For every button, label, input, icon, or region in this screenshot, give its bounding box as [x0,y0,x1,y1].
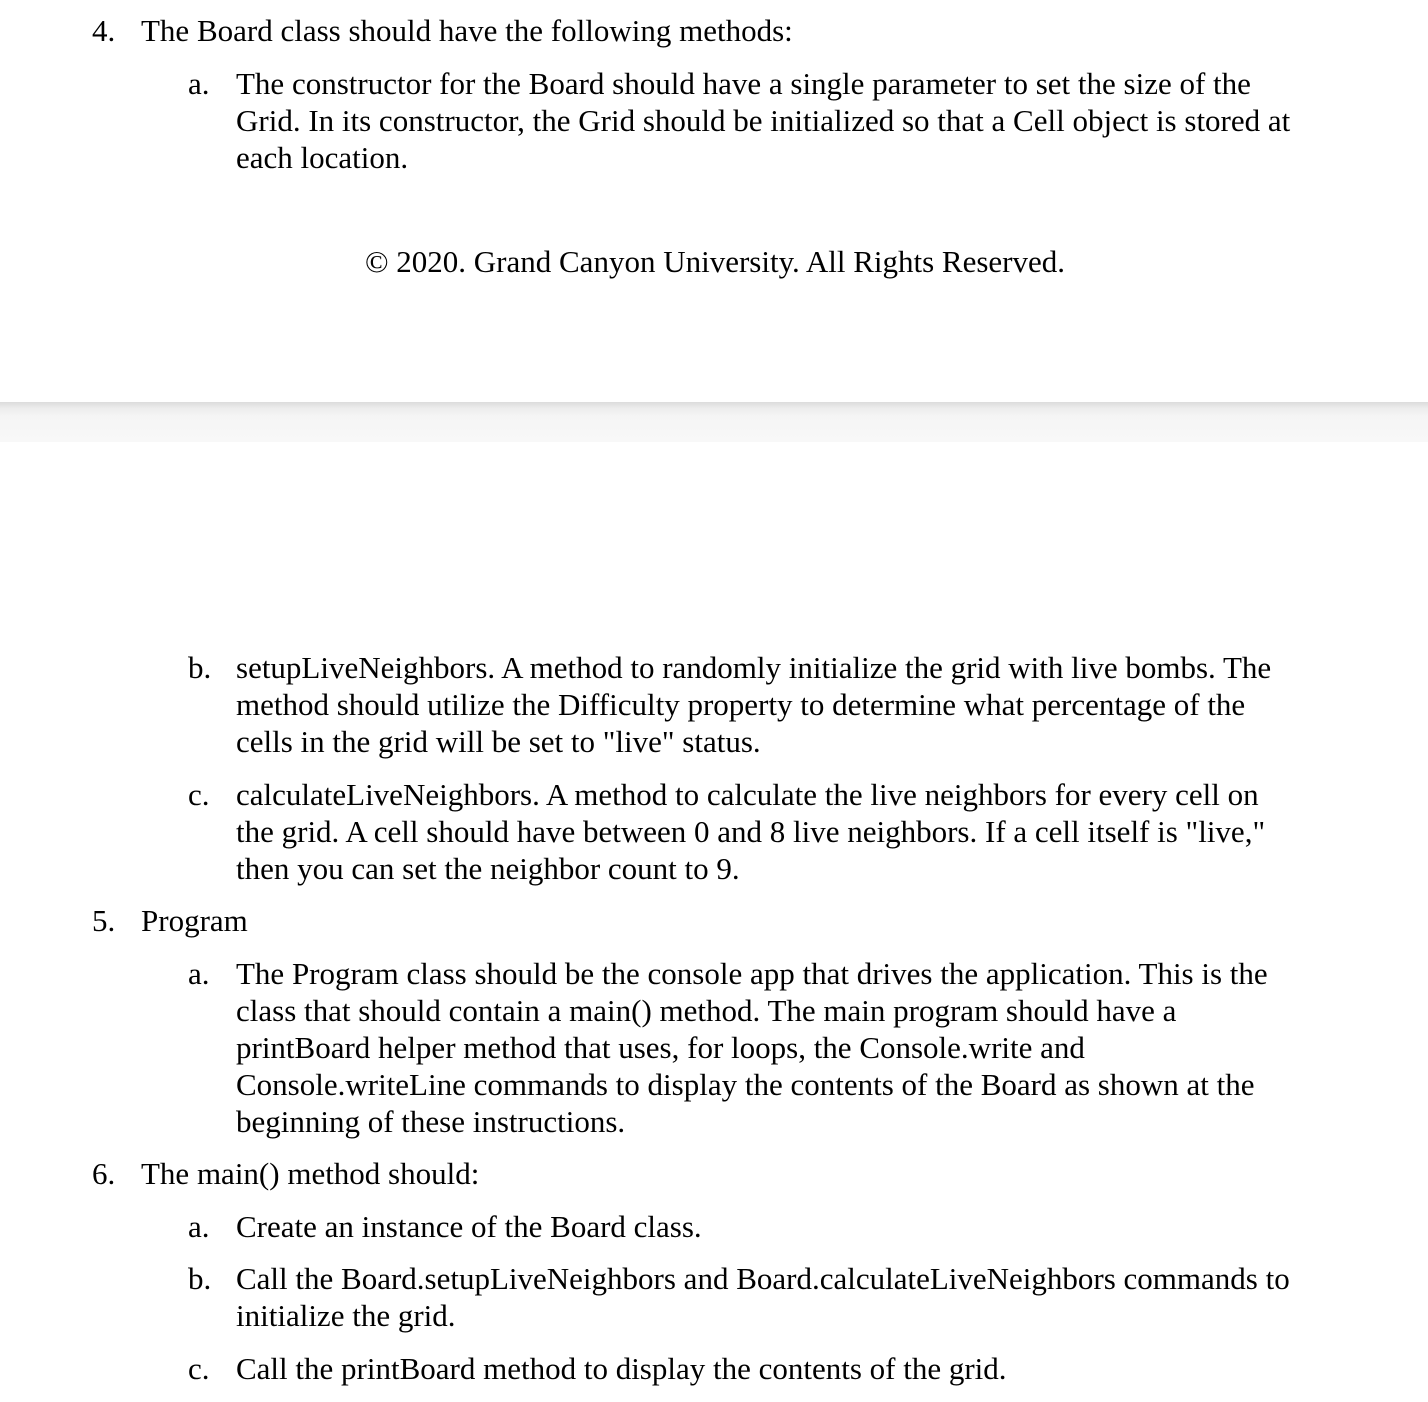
list-letter: a. [188,956,210,991]
text-line: then you can set the neighbor count to 9. [236,851,740,886]
list-item-text [236,649,1346,760]
text-line: calculateLiveNeighbors. A method to calculate the live neighbors for every cell on [236,777,1259,812]
list-item-text: The main() method should: [141,1156,480,1191]
list-item-text [236,1208,1346,1245]
list-item-text [236,1260,1346,1334]
list-item-text [236,955,1346,1140]
text-line: Create an instance of the Board class. [236,1209,702,1244]
list-letter: b. [188,650,212,685]
list-letter: c. [188,777,210,812]
text-line: printBoard helper method that uses, for loops, the Console.write and [236,1030,1085,1065]
list-number: 6. [92,1156,116,1191]
page-break [0,402,1428,442]
text-line: the grid. A cell should have between 0 and 8 live neighbors. If a cell itself is "live," [236,814,1266,849]
list-letter: a. [188,1209,210,1244]
list-item-text [236,1350,1346,1387]
text-line: class that should contain a main() method. The main program should have a [236,993,1177,1028]
document-page-1 [0,0,1428,402]
text-line: The Program class should be the console app that drives the application. This is the [236,956,1268,991]
list-letter: a. [188,66,210,101]
text-line: Console.writeLine commands to display the contents of the Board as shown at the [236,1067,1255,1102]
list-item-text [236,776,1346,887]
list-number: 5. [92,903,116,938]
copyright-footer: © 2020. Grand Canyon University. All Rights Reserved. [364,244,1066,279]
text-line: beginning of these instructions. [236,1104,626,1139]
text-line: each location. [236,140,409,175]
text-line: Call the printBoard method to display the contents of the grid. [236,1351,1007,1386]
text-line: Grid. In its constructor, the Grid should be initialized so that a Cell object is stored at [236,103,1291,138]
document-page-2 [0,442,1428,1402]
list-item-text [236,65,1346,176]
text-line: Call the Board.setupLiveNeighbors and Board.calculateLiveNeighbors commands to [236,1261,1290,1296]
list-item-text: The Board class should have the following methods: [141,13,793,48]
list-letter: c. [188,1351,210,1386]
text-line: method should utilize the Difficulty property to determine what percentage of the [236,687,1246,722]
text-line: initialize the grid. [236,1298,456,1333]
list-item-text: Program [141,903,248,938]
text-line: setupLiveNeighbors. A method to randomly initialize the grid with live bombs. The [236,650,1272,685]
list-letter: b. [188,1261,212,1296]
text-line: cells in the grid will be set to "live" status. [236,724,761,759]
list-number: 4. [92,13,116,48]
text-line: The constructor for the Board should have a single parameter to set the size of the [236,66,1251,101]
